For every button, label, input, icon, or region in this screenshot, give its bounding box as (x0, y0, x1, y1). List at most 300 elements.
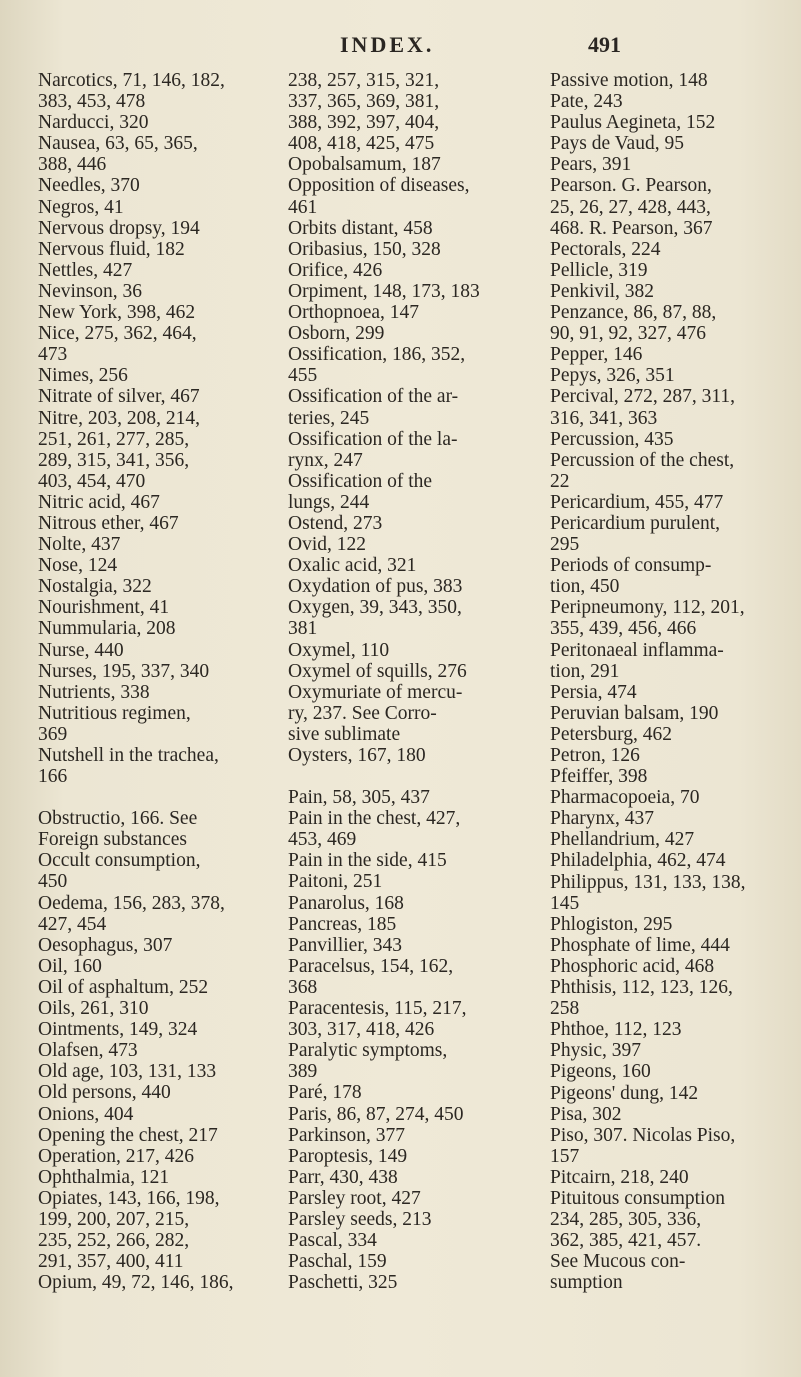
index-entry-heading: Peruvian balsam, 190 (550, 702, 719, 724)
index-entry (38, 1082, 283, 1103)
index-entry (550, 766, 795, 787)
index-entry-continuation: 461 (288, 196, 318, 218)
index-entry (38, 260, 283, 281)
index-entry (38, 640, 283, 661)
index-entry (38, 197, 283, 218)
index-entry (38, 1104, 283, 1125)
index-entry (288, 534, 533, 555)
index-entry (288, 661, 533, 682)
index-entry-heading: Pharynx, 437 (550, 808, 654, 830)
index-entry (38, 175, 283, 196)
index-entry (38, 703, 283, 745)
index-entry (288, 344, 533, 386)
index-entry-heading: Nitrate of silver, 467 (38, 386, 200, 408)
index-entry-heading: Nausea, 63, 65, 365, (38, 133, 198, 155)
index-entry (38, 956, 283, 977)
index-entry-continuation: tion, 450 (550, 576, 620, 598)
index-entry-heading: Negros, 41 (38, 196, 124, 218)
index-entry-heading: Paschetti, 325 (288, 1272, 398, 1294)
index-entry (288, 640, 533, 661)
index-entry-heading: Oxydation of pus, 383 (288, 576, 463, 598)
index-entry-continuation: 235, 252, 266, 282, (38, 1230, 190, 1252)
index-entry-continuation: 388, 446 (38, 154, 107, 176)
index-entry (288, 471, 533, 513)
index-entry-continuation: 427, 454 (38, 913, 107, 935)
index-entry (38, 998, 283, 1019)
index-entry-heading: Oribasius, 150, 328 (288, 238, 441, 260)
index-entry (288, 386, 533, 428)
index-entry-continuation: Foreign substances (38, 829, 187, 851)
index-entry-heading: Phellandrium, 427 (550, 829, 695, 851)
index-entry-heading: Philippus, 131, 133, 138, (550, 871, 746, 893)
index-entry-heading: Phthoe, 112, 123 (550, 1019, 682, 1041)
index-entry-heading: Nitric acid, 467 (38, 491, 160, 513)
index-entry-heading: Penkivil, 382 (550, 280, 655, 302)
index-entry (38, 977, 283, 998)
index-entry (288, 429, 533, 471)
index-entry-heading: Paulus Aegineta, 152 (550, 112, 716, 134)
index-entry (288, 154, 533, 175)
index-entry-heading: Pascal, 334 (288, 1230, 377, 1252)
index-entry-heading: Nourishment, 41 (38, 597, 170, 619)
index-entry-heading: Peripneumony, 112, 201, (550, 597, 745, 619)
index-entry-heading: Paschal, 159 (288, 1251, 387, 1273)
index-entry-heading: Piso, 307. Nicolas Piso, (550, 1124, 736, 1146)
index-entry-continuation: 316, 341, 363 (550, 407, 658, 429)
running-title: INDEX. (340, 32, 435, 57)
index-entry-heading: Oxymel of squills, 276 (288, 660, 467, 682)
index-entry-heading: Opium, 49, 72, 146, 186, (38, 1272, 234, 1294)
index-entry (288, 1125, 533, 1146)
index-entry (550, 1188, 795, 1293)
index-entry-heading: Nurses, 195, 337, 340 (38, 660, 210, 682)
index-entry-heading: Parkinson, 377 (288, 1124, 405, 1146)
index-entry (38, 1188, 283, 1272)
index-column-3 (550, 70, 795, 1293)
index-entry-heading: Panarolus, 168 (288, 892, 404, 914)
index-entry-heading: Paitoni, 251 (288, 871, 383, 893)
index-entry (288, 1167, 533, 1188)
index-entry-heading: Pain in the chest, 427, (288, 808, 461, 830)
index-entry-heading: Needles, 370 (38, 175, 140, 197)
index-entry (288, 1188, 533, 1209)
index-entry (550, 1061, 795, 1082)
index-entry-heading: Ossification of the ar- (288, 386, 459, 408)
index-entry (288, 70, 533, 154)
index-entry (38, 1019, 283, 1040)
index-entry (550, 682, 795, 703)
index-entry-heading: Opening the chest, 217 (38, 1124, 218, 1146)
index-entry-continuation: 453, 469 (288, 829, 357, 851)
index-entry-heading: Opobalsamum, 187 (288, 154, 441, 176)
index-entry-heading: Paracentesis, 115, 217, (288, 998, 467, 1020)
index-entry-heading: Nose, 124 (38, 555, 118, 577)
index-entry-continuation: 22 (550, 470, 570, 492)
index-entry (550, 597, 795, 639)
index-entry (550, 239, 795, 260)
index-entry (288, 323, 533, 344)
index-entry (288, 1272, 533, 1293)
index-entry-heading: Oxymuriate of mercu- (288, 681, 463, 703)
index-entry (288, 260, 533, 281)
index-entry-continuation: lungs, 244 (288, 491, 370, 513)
index-entry (550, 724, 795, 745)
index-entry (38, 1146, 283, 1167)
index-entry-heading: Petersburg, 462 (550, 723, 673, 745)
index-entry (550, 555, 795, 597)
index-entry (550, 302, 795, 344)
index-entry-heading: Pancreas, 185 (288, 913, 397, 935)
index-entry-continuation: sumption (550, 1272, 623, 1294)
index-entry-heading: Periods of consump- (550, 555, 712, 577)
index-entry-heading: Old age, 103, 131, 133 (38, 1061, 217, 1083)
index-entry-continuation: tion, 291 (550, 660, 620, 682)
index-entry-continuation: 468. R. Pearson, 367 (550, 217, 713, 239)
index-entry-continuation: sive sublimate (288, 723, 401, 745)
index-entry-heading: Onions, 404 (38, 1103, 134, 1125)
index-entry-heading: Penzance, 86, 87, 88, (550, 302, 717, 324)
index-entry (288, 1251, 533, 1272)
index-entry (550, 914, 795, 935)
index-entry (38, 112, 283, 133)
index-entry-continuation: 383, 453, 478 (38, 91, 146, 113)
index-entry (550, 1125, 795, 1167)
index-entry-heading: Phosphate of lime, 444 (550, 934, 730, 956)
index-entry-heading: Obstructio, 166. See (38, 808, 198, 830)
index-entry (288, 914, 533, 935)
index-entry-heading: Nummularia, 208 (38, 618, 176, 640)
index-entry-heading: Physic, 397 (550, 1040, 642, 1062)
index-entry (288, 998, 533, 1040)
index-entry (38, 534, 283, 555)
index-entry-heading: Pharmacopoeia, 70 (550, 787, 700, 809)
index-entry-continuation: 389 (288, 1061, 318, 1083)
index-entry (550, 344, 795, 365)
index-entry (550, 1040, 795, 1061)
index-entry-heading: Pate, 243 (550, 91, 623, 113)
index-entry (550, 745, 795, 766)
index-entry-heading: Nutritious regimen, (38, 702, 191, 724)
index-entry-heading: Olafsen, 473 (38, 1040, 138, 1062)
index-entry-heading: Orifice, 426 (288, 259, 383, 281)
index-entry (550, 365, 795, 386)
index-entry-heading: Phthisis, 112, 123, 126, (550, 977, 733, 999)
index-entry (38, 1040, 283, 1061)
index-entry-heading: Orthopnoea, 147 (288, 302, 420, 324)
index-entry-heading: Osborn, 299 (288, 323, 385, 345)
index-entry (288, 808, 533, 850)
index-entry (550, 175, 795, 238)
index-entry (38, 513, 283, 534)
index-entry (288, 682, 533, 745)
index-entry-heading: Nostalgia, 322 (38, 576, 152, 598)
index-entry-heading: Operation, 217, 426 (38, 1145, 194, 1167)
index-entry (550, 787, 795, 808)
index-entry-heading: Oil of asphaltum, 252 (38, 976, 209, 998)
index-entry (550, 450, 795, 492)
index-entry (550, 154, 795, 175)
index-entry (288, 1040, 533, 1082)
index-entry (550, 492, 795, 513)
index-entry-heading: New York, 398, 462 (38, 302, 196, 324)
index-entry-heading: Pepper, 146 (550, 344, 643, 366)
index-entry-heading: Phlogiston, 295 (550, 913, 673, 935)
index-entry (38, 281, 283, 302)
index-entry-continuation: 450 (38, 871, 68, 893)
index-entry (288, 893, 533, 914)
index-entry-heading: Pain, 58, 305, 437 (288, 787, 430, 809)
index-entry (38, 850, 283, 892)
index-entry-heading: Pellicle, 319 (550, 259, 648, 281)
index-entry-heading: Paré, 178 (288, 1082, 362, 1104)
page-number: 491 (588, 32, 621, 57)
index-entry-heading: Pectorals, 224 (550, 238, 661, 260)
index-entry (550, 260, 795, 281)
index-entry (550, 640, 795, 682)
index-entry (38, 1167, 283, 1188)
index-entry-heading: Opiates, 143, 166, 198, (38, 1187, 220, 1209)
index-column-1 (38, 70, 283, 1293)
index-entry-continuation: 388, 392, 397, 404, (288, 112, 440, 134)
index-entry-heading: Ostend, 273 (288, 512, 383, 534)
index-entry (38, 1061, 283, 1082)
index-entry (38, 597, 283, 618)
index-entry (38, 386, 283, 407)
index-entry-heading: Oil, 160 (38, 955, 102, 977)
index-entry-heading: Oedema, 156, 283, 378, (38, 892, 225, 914)
index-entry (288, 850, 533, 871)
index-entry-heading: Petron, 126 (550, 745, 640, 766)
index-entry-continuation: 337, 365, 369, 381, (288, 91, 440, 113)
index-entry-heading: Oesophagus, 307 (38, 934, 173, 956)
index-entry-heading: Ovid, 122 (288, 534, 366, 556)
index-entry-heading: Pays de Vaud, 95 (550, 133, 684, 155)
letter-section-gap (38, 787, 283, 808)
index-entry-heading: Peritonaeal inflamma- (550, 639, 724, 661)
index-entry-continuation: See Mucous con- (550, 1251, 686, 1273)
index-entry-heading: Oxalic acid, 321 (288, 555, 417, 577)
index-entry-heading: Pigeons, 160 (550, 1061, 651, 1083)
index-entry (550, 703, 795, 724)
index-entry-heading: Pituitous consumption (550, 1187, 725, 1209)
index-entry (38, 661, 283, 682)
index-entry-heading: Oxygen, 39, 343, 350, (288, 597, 462, 619)
index-entry-heading: Ossification of the la- (288, 428, 458, 450)
index-entry (288, 239, 533, 260)
index-entry (550, 850, 795, 871)
index-entry-continuation: 251, 261, 277, 285, (38, 428, 190, 450)
index-entry-continuation: 234, 285, 305, 336, (550, 1209, 702, 1231)
index-entry-heading: Pericardium purulent, (550, 512, 721, 534)
index-entry-heading: Oxymel, 110 (288, 639, 390, 661)
index-entry (550, 112, 795, 133)
index-entry-continuation: 362, 385, 421, 457. (550, 1230, 702, 1252)
index-entry-continuation: 199, 200, 207, 215, (38, 1208, 190, 1230)
index-entry (38, 935, 283, 956)
index-entry (288, 1209, 533, 1230)
index-entry-heading: Percussion, 435 (550, 428, 674, 450)
index-entry-heading: Paris, 86, 87, 274, 450 (288, 1103, 464, 1125)
index-entry-heading: Nutshell in the trachea, (38, 745, 219, 766)
index-entry-heading: Ossification, 186, 352, (288, 344, 466, 366)
index-entry-heading: Percival, 272, 287, 311, (550, 386, 736, 408)
index-entry (38, 70, 283, 112)
index-entry-continuation: 403, 454, 470 (38, 470, 146, 492)
index-entry-heading: Paroptesis, 149 (288, 1145, 408, 1167)
index-entry-heading: Ophthalmia, 121 (38, 1166, 170, 1188)
index-entry-heading: Nimes, 256 (38, 365, 128, 387)
index-entry-heading: Percussion of the chest, (550, 449, 735, 471)
index-entry (288, 871, 533, 892)
index-entry (288, 787, 533, 808)
index-entry-continuation: teries, 245 (288, 407, 370, 429)
index-entry-continuation: 145 (550, 892, 580, 914)
index-entry (550, 1019, 795, 1040)
index-entry-heading: Nitre, 203, 208, 214, (38, 407, 200, 429)
index-entry-heading: Pfeiffer, 398 (550, 766, 648, 788)
index-entry-heading: Philadelphia, 462, 474 (550, 850, 726, 872)
index-entry-continuation: ry, 237. See Corro- (288, 702, 437, 724)
index-entry (550, 977, 795, 1019)
index-entry-heading: Oysters, 167, 180 (288, 745, 426, 766)
index-entry-continuation: 368 (288, 976, 318, 998)
index-entry (550, 956, 795, 977)
index-entry-heading: Passive motion, 148 (550, 70, 708, 91)
index-entry-continuation: 455 (288, 365, 318, 387)
index-entry (38, 808, 283, 850)
index-entry (288, 745, 533, 766)
index-entry (550, 1083, 795, 1104)
index-entry (38, 133, 283, 175)
index-entry-heading: Nervous dropsy, 194 (38, 217, 200, 239)
index-entry (550, 1104, 795, 1125)
index-entry (550, 829, 795, 850)
index-entry (38, 492, 283, 513)
index-entry (288, 1082, 533, 1103)
index-entry-heading: Paralytic symptoms, (288, 1040, 448, 1062)
index-entry (288, 1230, 533, 1251)
index-entry (38, 618, 283, 639)
index-entry-continuation: rynx, 247 (288, 449, 363, 471)
index-entry (550, 872, 795, 914)
index-entry-heading: Orpiment, 148, 173, 183 (288, 280, 480, 302)
index-entry-heading: Narcotics, 71, 146, 182, (38, 70, 225, 91)
index-entry-heading: Pericardium, 455, 477 (550, 491, 724, 513)
index-entry-heading: Narducci, 320 (38, 112, 149, 134)
index-entry (550, 1167, 795, 1188)
index-entry (38, 1125, 283, 1146)
index-entry-continuation: 289, 315, 341, 356, (38, 449, 190, 471)
index-entry-continuation: 369 (38, 723, 68, 745)
index-entry (550, 935, 795, 956)
index-entry-heading: Panvillier, 343 (288, 934, 403, 956)
index-entry-heading: Nitrous ether, 467 (38, 512, 179, 534)
index-entry-heading: Nolte, 437 (38, 534, 121, 556)
index-entry (550, 808, 795, 829)
index-entry (550, 429, 795, 450)
index-entry-heading: Pain in the side, 415 (288, 850, 447, 872)
index-entry-continuation: 381 (288, 618, 318, 640)
index-entry-heading: Parr, 430, 438 (288, 1166, 398, 1188)
index-entry-heading: Oils, 261, 310 (38, 998, 149, 1020)
index-entry (38, 682, 283, 703)
index-entry (288, 1146, 533, 1167)
index-entry (550, 386, 795, 428)
index-entry-continuation: 473 (38, 344, 68, 366)
index-entry-continuation: 408, 418, 425, 475 (288, 133, 435, 155)
index-entry-continuation: 90, 91, 92, 327, 476 (550, 323, 706, 345)
index-entry (38, 555, 283, 576)
index-entry (550, 513, 795, 555)
index-entry (288, 555, 533, 576)
index-entry (288, 175, 533, 217)
index-entry (550, 91, 795, 112)
index-entry (288, 1104, 533, 1125)
index-entry-heading: Nutrients, 338 (38, 681, 150, 703)
index-entry (288, 597, 533, 639)
index-entry-continuation: 355, 439, 456, 466 (550, 618, 697, 640)
index-entry (38, 323, 283, 365)
index-entry (550, 70, 795, 91)
index-entry (288, 513, 533, 534)
index-entry (288, 935, 533, 956)
index-entry-continuation: 157 (550, 1145, 580, 1167)
index-entry-heading: Nettles, 427 (38, 259, 133, 281)
index-entry-continuation: 303, 317, 418, 426 (288, 1019, 435, 1041)
index-entry-heading: Parsley seeds, 213 (288, 1208, 432, 1230)
index-entry (38, 239, 283, 260)
index-entry-heading: Nice, 275, 362, 464, (38, 323, 197, 345)
index-entry-continuation: 25, 26, 27, 428, 443, (550, 196, 711, 218)
letter-section-gap (288, 766, 533, 787)
index-entry-heading: Occult consumption, (38, 850, 201, 872)
index-entry-heading: Pears, 391 (550, 154, 632, 176)
index-entry-continuation: 295 (550, 534, 580, 556)
index-entry-heading: Nurse, 440 (38, 639, 124, 661)
index-entry-heading: Orbits distant, 458 (288, 217, 433, 239)
index-entry-heading: Phosphoric acid, 468 (550, 955, 715, 977)
index-entry (38, 302, 283, 323)
index-entry (38, 408, 283, 492)
index-entry-heading: Pearson. G. Pearson, (550, 175, 712, 197)
index-entry-heading: Pitcairn, 218, 240 (550, 1166, 689, 1188)
index-entry (288, 576, 533, 597)
index-entry (288, 302, 533, 323)
index-entry-heading: Nervous fluid, 182 (38, 238, 185, 260)
index-entry (550, 133, 795, 154)
index-column-2 (288, 70, 533, 1293)
index-entry-heading: Parsley root, 427 (288, 1187, 421, 1209)
index-entry-heading: 238, 257, 315, 321, (288, 70, 440, 91)
index-entry-heading: Pisa, 302 (550, 1103, 622, 1125)
index-entry-heading: Pepys, 326, 351 (550, 365, 675, 387)
index-entry (288, 956, 533, 998)
index-entry-heading: Nevinson, 36 (38, 280, 142, 302)
index-entry-heading: Ointments, 149, 324 (38, 1019, 198, 1041)
page-header (0, 28, 801, 68)
index-entry-heading: Old persons, 440 (38, 1082, 171, 1104)
index-entry-heading: Ossification of the (288, 470, 433, 492)
index-entry-heading: Opposition of diseases, (288, 175, 470, 197)
index-entry (288, 281, 533, 302)
index-entry (550, 281, 795, 302)
index-entry (38, 1272, 283, 1293)
index-entry (38, 365, 283, 386)
index-entry-continuation: 166 (38, 766, 68, 788)
index-entry (38, 576, 283, 597)
index-entry-continuation: 291, 357, 400, 411 (38, 1251, 184, 1273)
index-entry (38, 893, 283, 935)
